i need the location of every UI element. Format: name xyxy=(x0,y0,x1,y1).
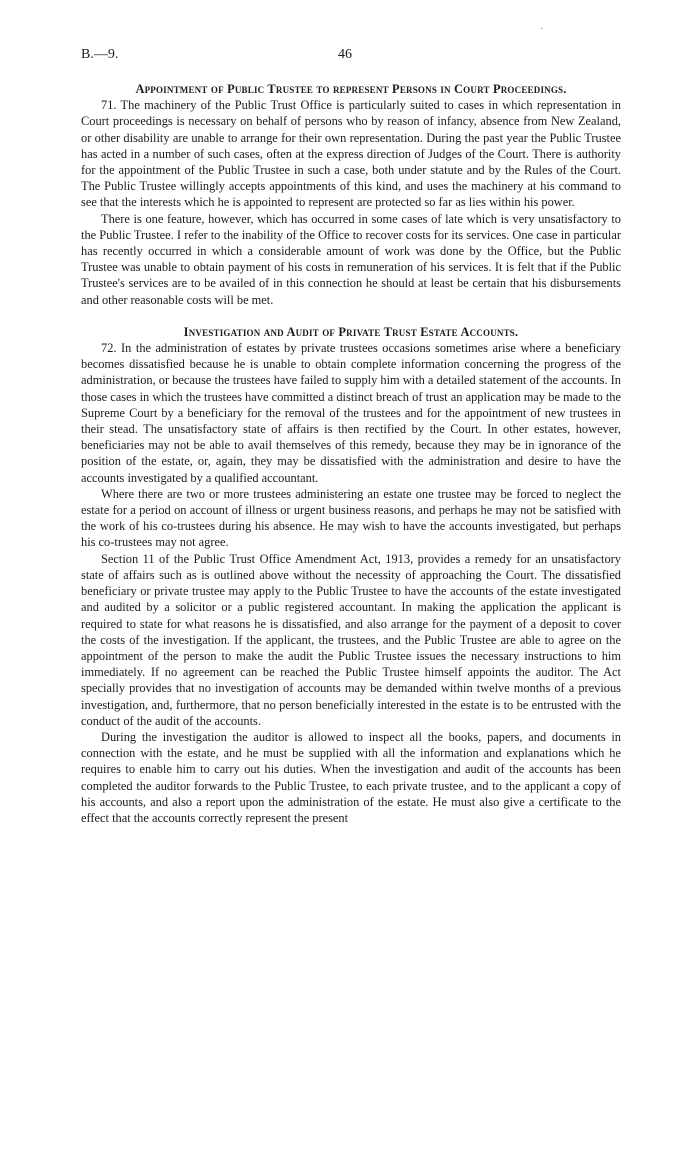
document-body xyxy=(81,81,621,826)
section-heading-public-trustee-court: Appointment of Public Trustee to represent Persons in Court Proceedings. xyxy=(135,82,567,96)
paragraph-72: 72. In the administration of estates by private trustees occasions sometimes arise where a beneficiary becomes dissatisfied because he is unable to obtain complete information concerning the progress of the administration, or because the trustees have failed to supply him with a detailed statement of the accounts. In those cases in which the trustees have committed a distinct breach of trust an application may be made to the Supreme Court by a beneficiary for the removal of the trustees and for the appointment of new trustees in their stead. The unsatisfactory state of affairs is then rectified by the Court. In other estates, however, beneficiaries may not be able to avail themselves of this remedy, because they may be in ignorance of the position of the estate, or, again, they may be dissatisfied with the administration and desire to have the accounts investigated by a qualified accountant. xyxy=(81,341,621,485)
paragraph-section-11: Section 11 of the Public Trust Office Amendment Act, 1913, provides a remedy for an unsatisfactory state of affairs such as is outlined above without the necessity of approaching the Court. The dissatisfied beneficiary or private trustee may apply to the Public Trustee to have the accounts of the estate investigated and audited by a solicitor or a public registered accountant. In making the application the applicant is required to state for what reasons he is dissatisfied, and also arrange for the payment of a deposit to cover the costs of the investigation. If the applicant, the trustees, and the Public Trustee are able to agree on the appointment of the person to make the audit the Public Trustee issues the necessary instructions to him immediately. If no agreement can be reached the Public Trustee himself appoints the auditor. The Act specially provides that no investigation of accounts may be demanded within twelve months of a previous investigation, and, furthermore, that no person beneficially interested in the estate is to be entrusted with the conduct of the audit of the accounts. xyxy=(81,551,621,728)
section-heading-audit-accounts: Investigation and Audit of Private Trust Estate Accounts. xyxy=(183,324,519,339)
paragraph-71: 71. The machinery of the Public Trust Office is particularly suited to cases in which representation in Court proceedings is necessary on behalf of persons who by reason of infancy, absence from New Zealand, or other disability are unable to arrange for their own representation. During the past year the Public Trustee has acted in a number of such cases, often at the express direction of Judges of the Court. There is authority for the appointment of the Public Trustee in such a case, both under statute and by the Rules of the Court. The Public Trustee willingly accepts appointments of this kind, and uses the machinery at his command to see that the interests which he is appointed to represent are protected so far as lies within his power. xyxy=(81,98,621,210)
page-number: 46 xyxy=(338,47,352,62)
page-mark: · xyxy=(540,24,544,35)
report-reference: B.—9. xyxy=(81,47,119,62)
paragraph-costs: There is one feature, however, which has occurred in some cases of late which is very unsatisfactory to the Public Trustee. I refer to the inability of the Office to recover costs for its services. One case in particular has recently occurred in which a considerable amount of work was done by the Office, but the Public Trustee was unable to obtain payment of his costs in remuneration of his services. It is felt that if the Public Trustee's services are to be availed of in this connection he should at least be certain that his disbursements and other reasonable costs will be met. xyxy=(81,211,621,307)
paragraph-co-trustees: Where there are two or more trustees administering an estate one trustee may be forced to neglect the estate for a period on account of illness or urgent business reasons, and perhaps he may not be satisfied with the work of his co-trustees during his absence. He may wish to have the accounts investigated, but perhaps his co-trustees may not agree. xyxy=(81,486,621,550)
paragraph-investigation: During the investigation the auditor is allowed to inspect all the books, papers, and documents in connection with the estate, and he must be supplied with all the information and explanations which he requires to enable him to carry out his duties. When the investigation and audit of the accounts has been completed the auditor forwards to the Public Trustee, to each private trustee, and to the applicant a copy of his accounts, and also a report upon the administration of the estate. He must also give a certificate to the effect that the accounts correctly represent the present xyxy=(81,729,621,825)
